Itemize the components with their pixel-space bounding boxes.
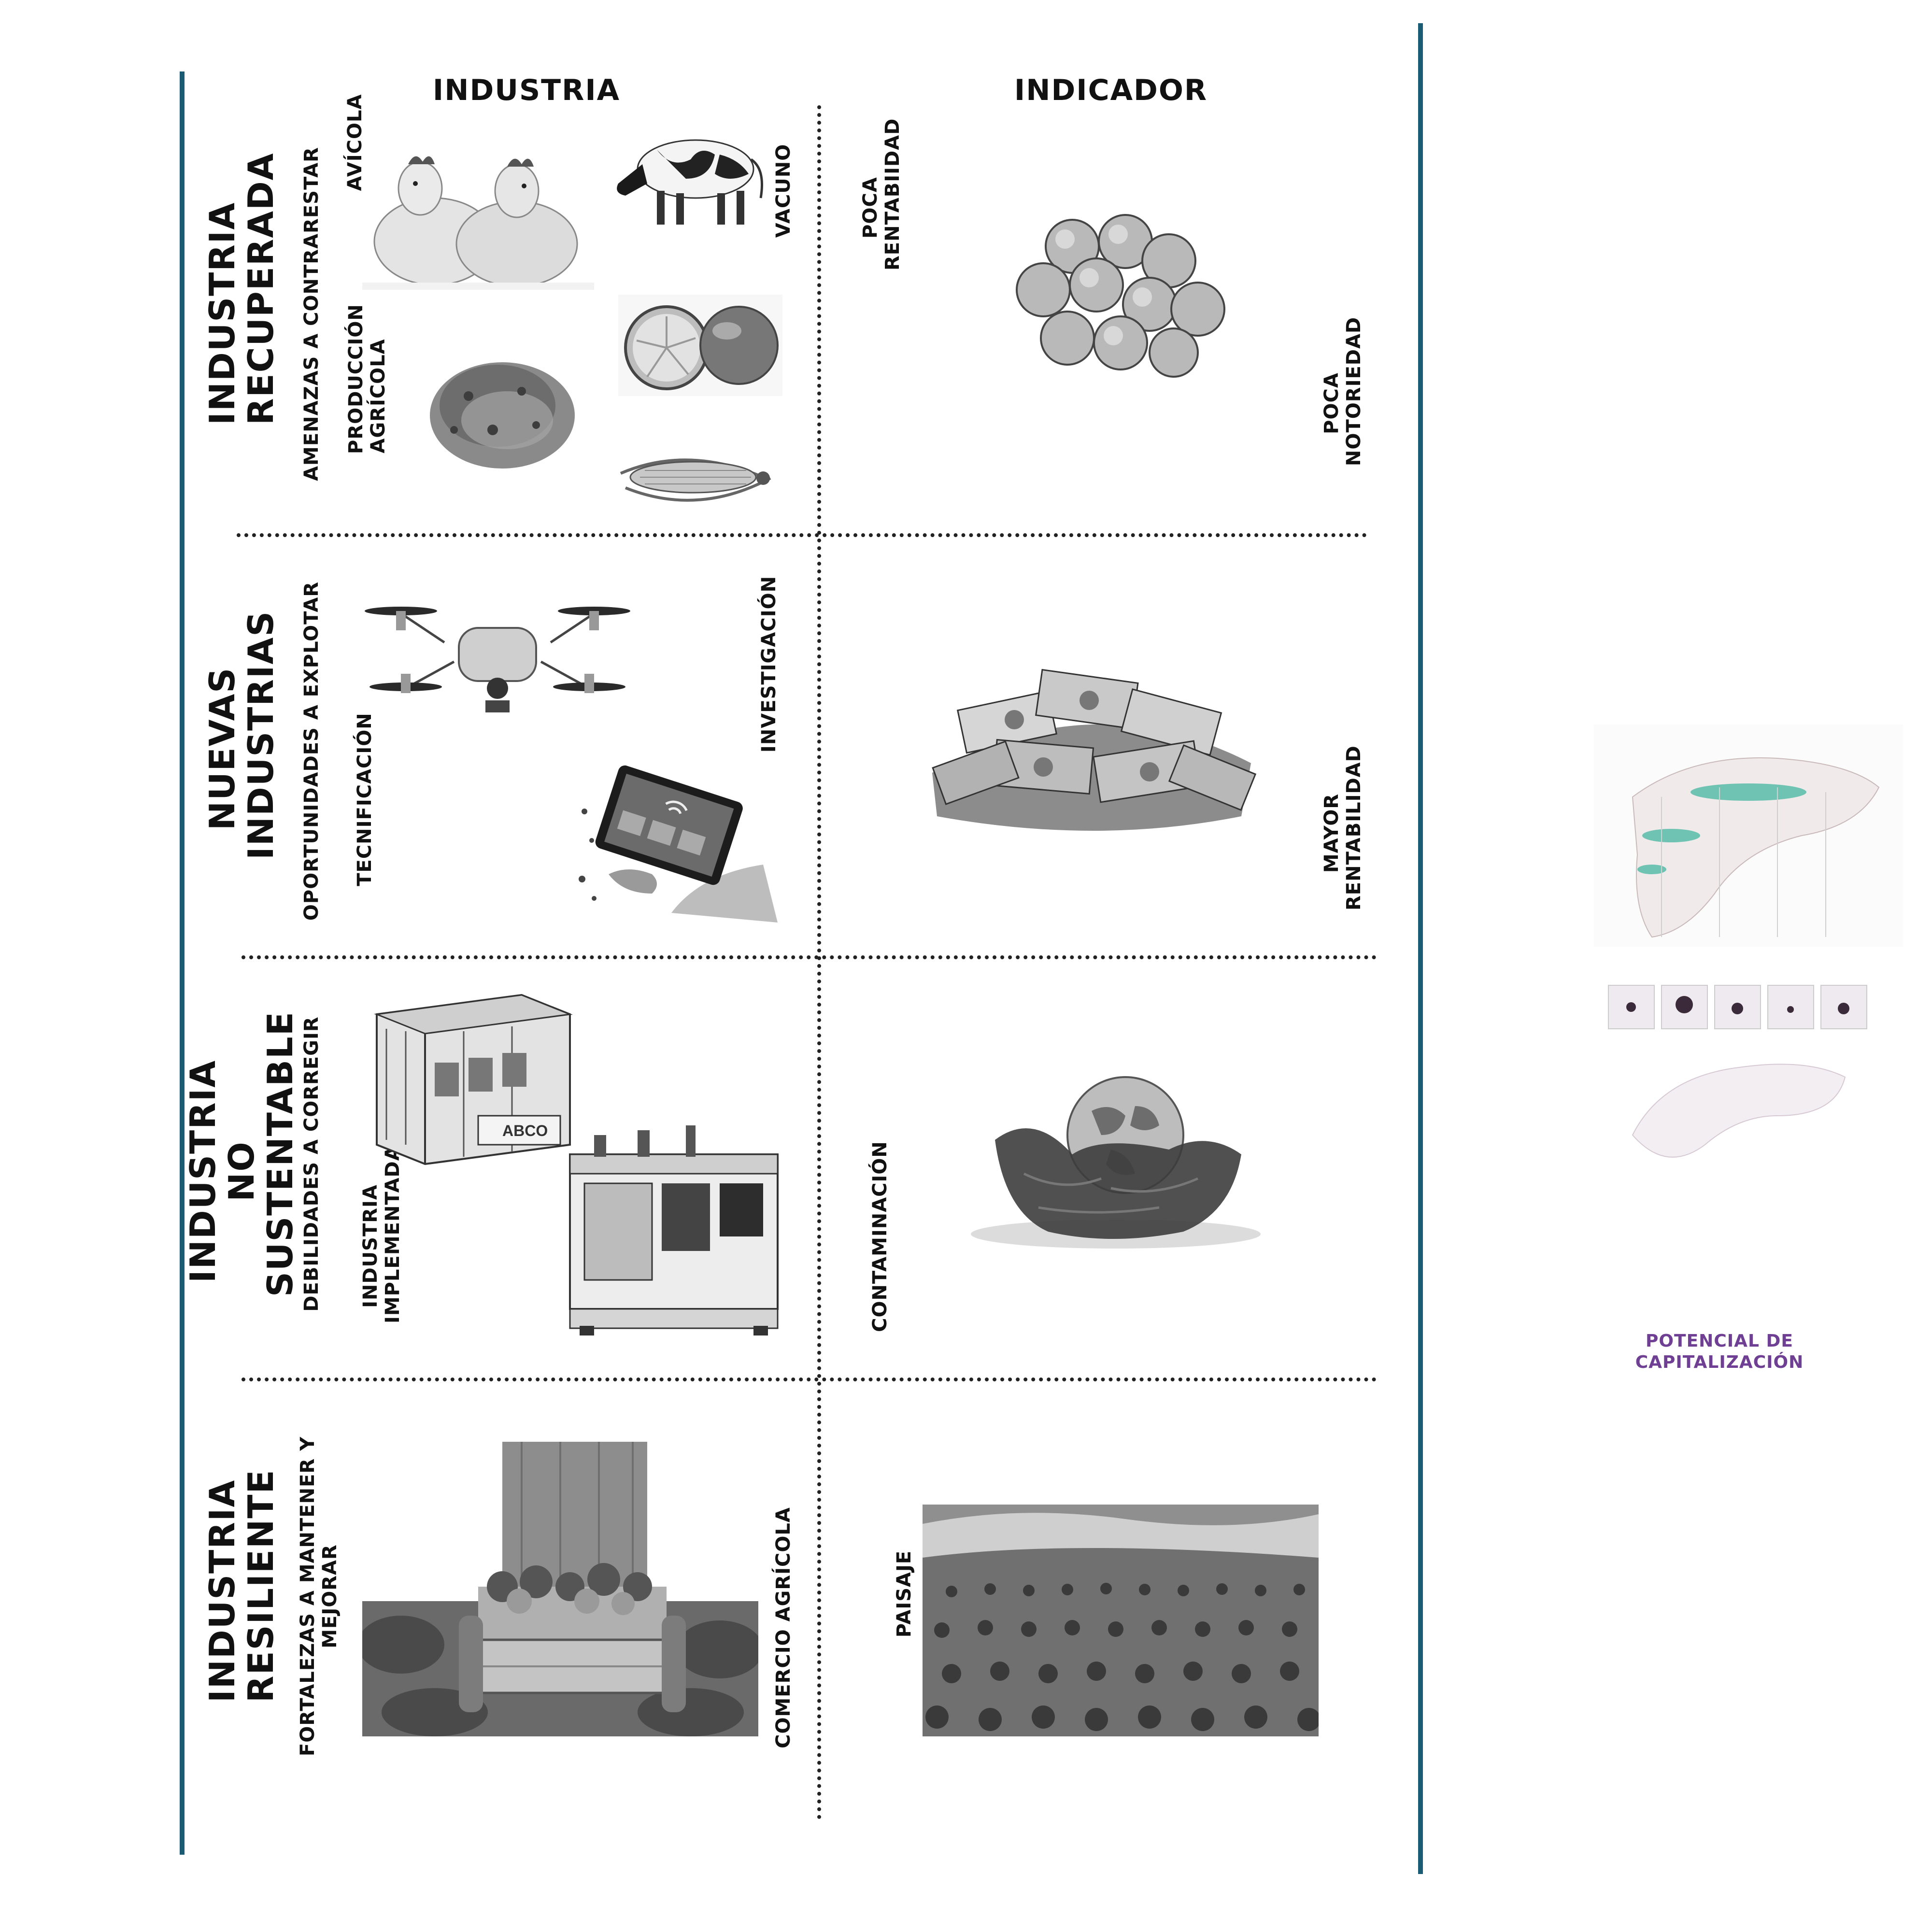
chickens-image	[362, 145, 594, 290]
header-indicador: INDICADOR	[1014, 73, 1208, 107]
row-title-resiliente: INDUSTRIA RESILIENTE	[202, 1469, 281, 1703]
olive-landscape-image	[923, 1505, 1319, 1736]
potencial-caption: POTENCIAL DE CAPITALIZACIÓN	[1635, 1331, 1804, 1372]
drone-image	[362, 584, 633, 715]
column-divider	[817, 105, 821, 1820]
row-divider-3	[242, 1378, 1377, 1381]
label-investigacion: INVESTIGACIÓN	[758, 575, 780, 753]
header-industria: INDUSTRIA	[432, 73, 621, 107]
coins-image	[1014, 213, 1236, 386]
industrial-machine-image-2	[560, 1125, 787, 1338]
farmer-crate-image	[362, 1442, 758, 1736]
money-pile-image	[923, 657, 1261, 836]
label-poca-rentabilidad: POCA RENTABIIDAD	[859, 118, 904, 270]
label-produccion-agricola: PRODUCCIÓN AGRÍCOLA	[345, 304, 389, 454]
tablet-image	[575, 753, 778, 923]
right-frame-line	[1418, 23, 1423, 1874]
row-subtitle-amenazas: AMENAZAS A CONTRARESTAR	[300, 147, 323, 481]
map-thumbnail-image	[1594, 724, 1903, 1193]
row-divider-2	[242, 955, 1377, 959]
cow-image	[604, 121, 778, 227]
row-title-nuevas: NUEVAS INDUSTRIAS	[202, 610, 281, 860]
forage-pile-image	[425, 348, 580, 473]
label-tecnificacion: TECNIFICACIÓN	[354, 712, 376, 886]
limes-image	[618, 295, 782, 396]
label-avicola: AVÍCOLA	[344, 94, 366, 191]
label-vacuno: VACUNO	[772, 143, 795, 238]
svg-text:ABCO: ABCO	[502, 1122, 548, 1139]
label-mayor-rentabilidad: MAYOR RENTABILIDAD	[1321, 745, 1365, 910]
label-contaminacion: CONTAMINACIÓN	[869, 1141, 891, 1332]
label-paisaje: PAISAJE	[893, 1550, 915, 1638]
row-subtitle-fortalezas: FORTALEZAS A MANTENER Y MEJORAR	[297, 1436, 341, 1757]
row-title-recuperada: INDUSTRIA RECUPERADA	[202, 152, 281, 425]
label-comercio-agricola: COMERCIO AGRÍCOLA	[772, 1507, 795, 1748]
row-title-no-sustentable: INDUSTRIA NO SUSTENTABLE	[183, 1011, 300, 1297]
left-frame-line	[180, 71, 185, 1855]
row-subtitle-oportunidades: OPORTUNIDADES A EXPLOTAR	[300, 581, 323, 921]
globe-plastic-bag-image	[966, 1067, 1265, 1251]
label-poca-notoriedad: POCA NOTORIEDAD	[1321, 316, 1365, 466]
row-subtitle-debilidades: DEBILIDADES A CORREGIR	[300, 1016, 323, 1312]
industrial-machine-image-1	[367, 985, 580, 1169]
row-divider-1	[237, 533, 1367, 537]
label-industria-implementada: INDUSTRIA IMPLEMENTADA	[359, 1145, 404, 1323]
corn-image	[611, 435, 785, 517]
